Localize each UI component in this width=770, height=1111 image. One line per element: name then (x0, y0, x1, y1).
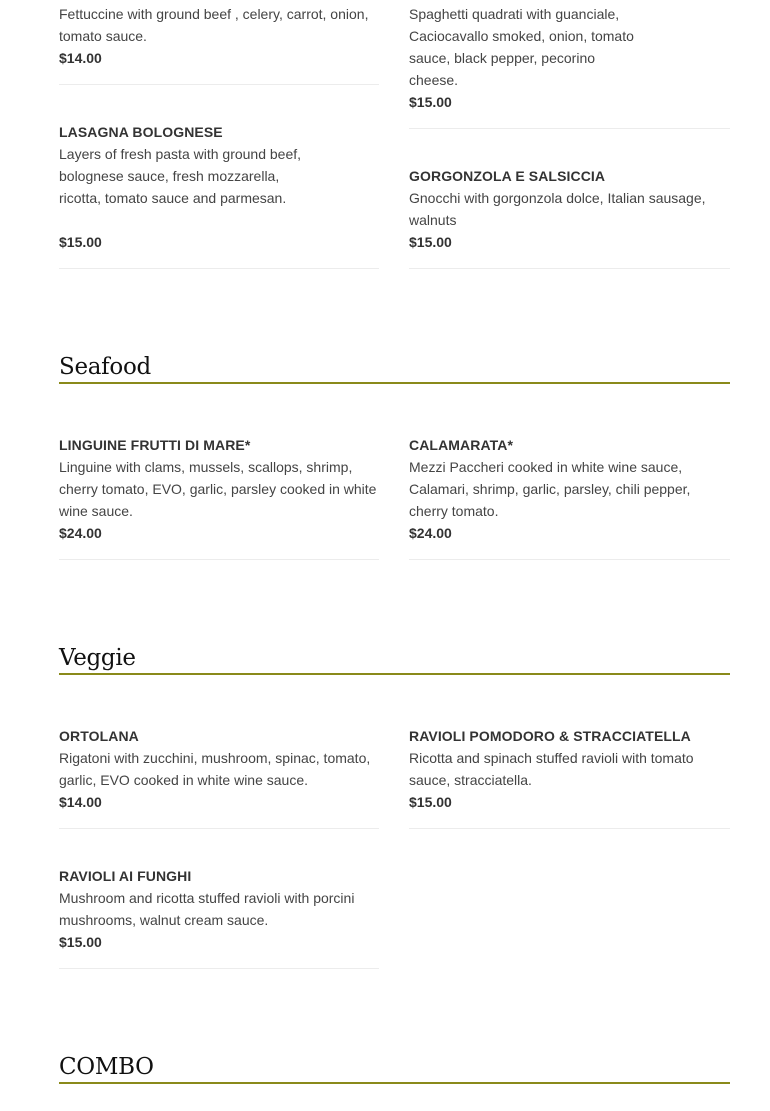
menu-item-price: $15.00 (409, 234, 452, 250)
menu-item-price: $24.00 (59, 525, 102, 541)
menu-item-price: $15.00 (409, 94, 452, 110)
menu-item-price: $15.00 (59, 234, 102, 250)
menu-item-lasagna-bolognese (59, 121, 379, 253)
menu-item-linguine-frutti-di-mare (59, 434, 381, 544)
section-title-combo: COMBO (59, 1054, 154, 1080)
menu-item-ortolana (59, 725, 381, 813)
menu-item-description: Linguine with clams, mussels, scallops, shrimp, cherry tomato, EVO, garlic, parsley cooked in white wine sauce. (59, 459, 377, 519)
menu-item-price: $24.00 (409, 525, 452, 541)
item-divider (409, 559, 730, 560)
menu-item-ravioli-pomodoro-stracciatella (409, 725, 719, 813)
menu-item-title: RAVIOLI AI FUNGHI (59, 868, 192, 884)
menu-item-price: $15.00 (409, 794, 452, 810)
item-divider (59, 84, 379, 85)
menu-item-description-line: Spaghetti quadrati with guanciale, (409, 6, 620, 22)
item-divider (409, 268, 730, 269)
menu-item-description: Mushroom and ricotta stuffed ravioli with porcini mushrooms, walnut cream sauce. (59, 890, 355, 928)
menu-item-title: LASAGNA BOLOGNESE (59, 124, 223, 140)
menu-item-price: $15.00 (59, 934, 102, 950)
section-title-seafood: Seafood (59, 354, 151, 380)
menu-item-description-line: sauce, black pepper, pecorino (409, 50, 596, 66)
item-divider (59, 828, 379, 829)
menu-item-description-line: bolognese sauce, fresh mozzarella, (59, 168, 280, 184)
menu-item-description: Ricotta and spinach stuffed ravioli with tomato sauce, stracciatella. (409, 750, 694, 788)
menu-item-title: RAVIOLI POMODORO & STRACCIATELLA (409, 728, 691, 744)
menu-item-spacer (59, 209, 379, 231)
menu-item-description: Rigatoni with zucchini, mushroom, spinac, tomato, garlic, EVO cooked in white wine sauce. (59, 750, 371, 788)
menu-item-price: $14.00 (59, 50, 102, 66)
menu-item-description: Gnocchi with gorgonzola dolce, Italian sausage, walnuts (409, 190, 706, 228)
item-divider (409, 828, 730, 829)
menu-item-description: Fettuccine with ground beef , celery, carrot, onion, tomato sauce. (59, 6, 369, 44)
item-divider (59, 559, 379, 560)
menu-item-title: LINGUINE FRUTTI DI MARE* (59, 437, 251, 453)
menu-item-title: CALAMARATA* (409, 437, 514, 453)
item-divider (59, 268, 379, 269)
menu-item-ravioli-ai-funghi (59, 865, 381, 953)
item-divider (59, 968, 379, 969)
menu-item-description-line: Caciocavallo smoked, onion, tomato (409, 28, 634, 44)
section-divider (59, 1082, 730, 1084)
item-divider (409, 128, 730, 129)
menu-item-gorgonzola-e-salsiccia (409, 165, 730, 253)
menu-item-spaghetti-quadrati (409, 3, 729, 113)
section-divider (59, 382, 730, 384)
menu-item-description-line: Layers of fresh pasta with ground beef, (59, 146, 302, 162)
menu-item-description-line: ricotta, tomato sauce and parmesan. (59, 190, 287, 206)
menu-item-title: ORTOLANA (59, 728, 139, 744)
section-divider (59, 673, 730, 675)
section-title-veggie: Veggie (59, 645, 136, 671)
menu-item-description: Mezzi Paccheri cooked in white wine sauce, Calamari, shrimp, garlic, parsley, chili pepper, cherry tomato. (409, 459, 691, 519)
menu-item-title: GORGONZOLA E SALSICCIA (409, 168, 606, 184)
menu-item-calamarata (409, 434, 709, 544)
menu-item-fettuccine (59, 3, 379, 69)
menu-item-price: $14.00 (59, 794, 102, 810)
menu-item-description-line: cheese. (409, 72, 459, 88)
